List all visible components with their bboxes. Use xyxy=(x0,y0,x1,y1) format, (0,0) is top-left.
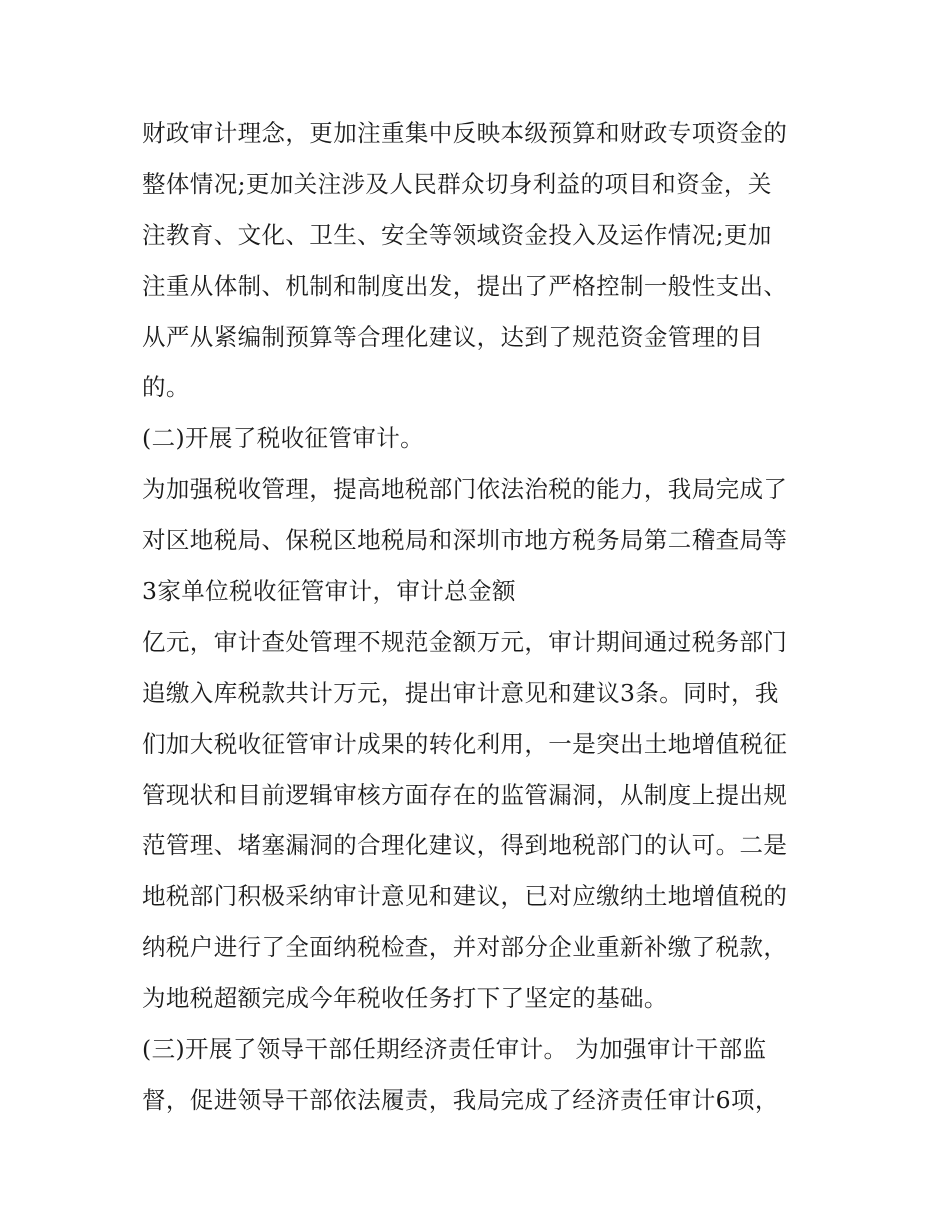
text-line: 注重从体制、机制和制度出发，提出了严格控制一般性支出、 xyxy=(142,271,788,300)
text-line: 注教育、文化、卫生、安全等领域资金投入及运作情况;更加 xyxy=(142,220,772,249)
text-line: 为加强税收管理，提高地税部门依法治税的能力，我局完成了 xyxy=(142,475,788,504)
text-line: 纳税户进行了全面纳税检查，并对部分企业重新补缴了税款， xyxy=(142,933,788,962)
text-line: 从严从紧编制预算等合理化建议，达到了规范资金管理的目 xyxy=(142,322,764,351)
text-line: 范管理、堵塞漏洞的合理化建议，得到地税部门的认可。二是 xyxy=(142,831,788,860)
text-line: 亿元，审计查处管理不规范金额万元，审计期间通过税务部门 xyxy=(142,627,788,656)
text-line: 为地税超额完成今年税收任务打下了坚定的基础。 xyxy=(142,984,668,1013)
body-text xyxy=(142,108,822,1126)
text-line: 管现状和目前逻辑审核方面存在的监管漏洞，从制度上提出规 xyxy=(142,780,788,809)
text-line: 地税部门积极采纳审计意见和建议，已对应缴纳土地增值税的 xyxy=(142,882,788,911)
text-line: 的。 xyxy=(142,373,190,402)
text-line: 3家单位税收征管审计，审计总金额 xyxy=(142,577,516,606)
section-heading-2: (二)开展了税收征管审计。 xyxy=(142,424,425,453)
text-line: 追缴入库税款共计万元，提出审计意见和建议3条。同时，我 xyxy=(142,678,779,707)
text-line: 整体情况;更加关注涉及人民群众切身利益的项目和资金，关 xyxy=(142,169,772,198)
text-line: 督，促进领导干部依法履责，我局完成了经济责任审计6项， xyxy=(142,1085,779,1114)
text-line: 对区地税局、保税区地税局和深圳市地方税务局第二稽查局等 xyxy=(142,526,788,555)
text-line: 们加大税收征管审计成果的转化利用，一是突出土地增值税征 xyxy=(142,729,788,758)
text-line: 财政审计理念，更加注重集中反映本级预算和财政专项资金的 xyxy=(142,119,788,147)
section-heading-3: (三)开展了领导干部任期经济责任审计。 为加强审计干部监 xyxy=(142,1035,767,1064)
